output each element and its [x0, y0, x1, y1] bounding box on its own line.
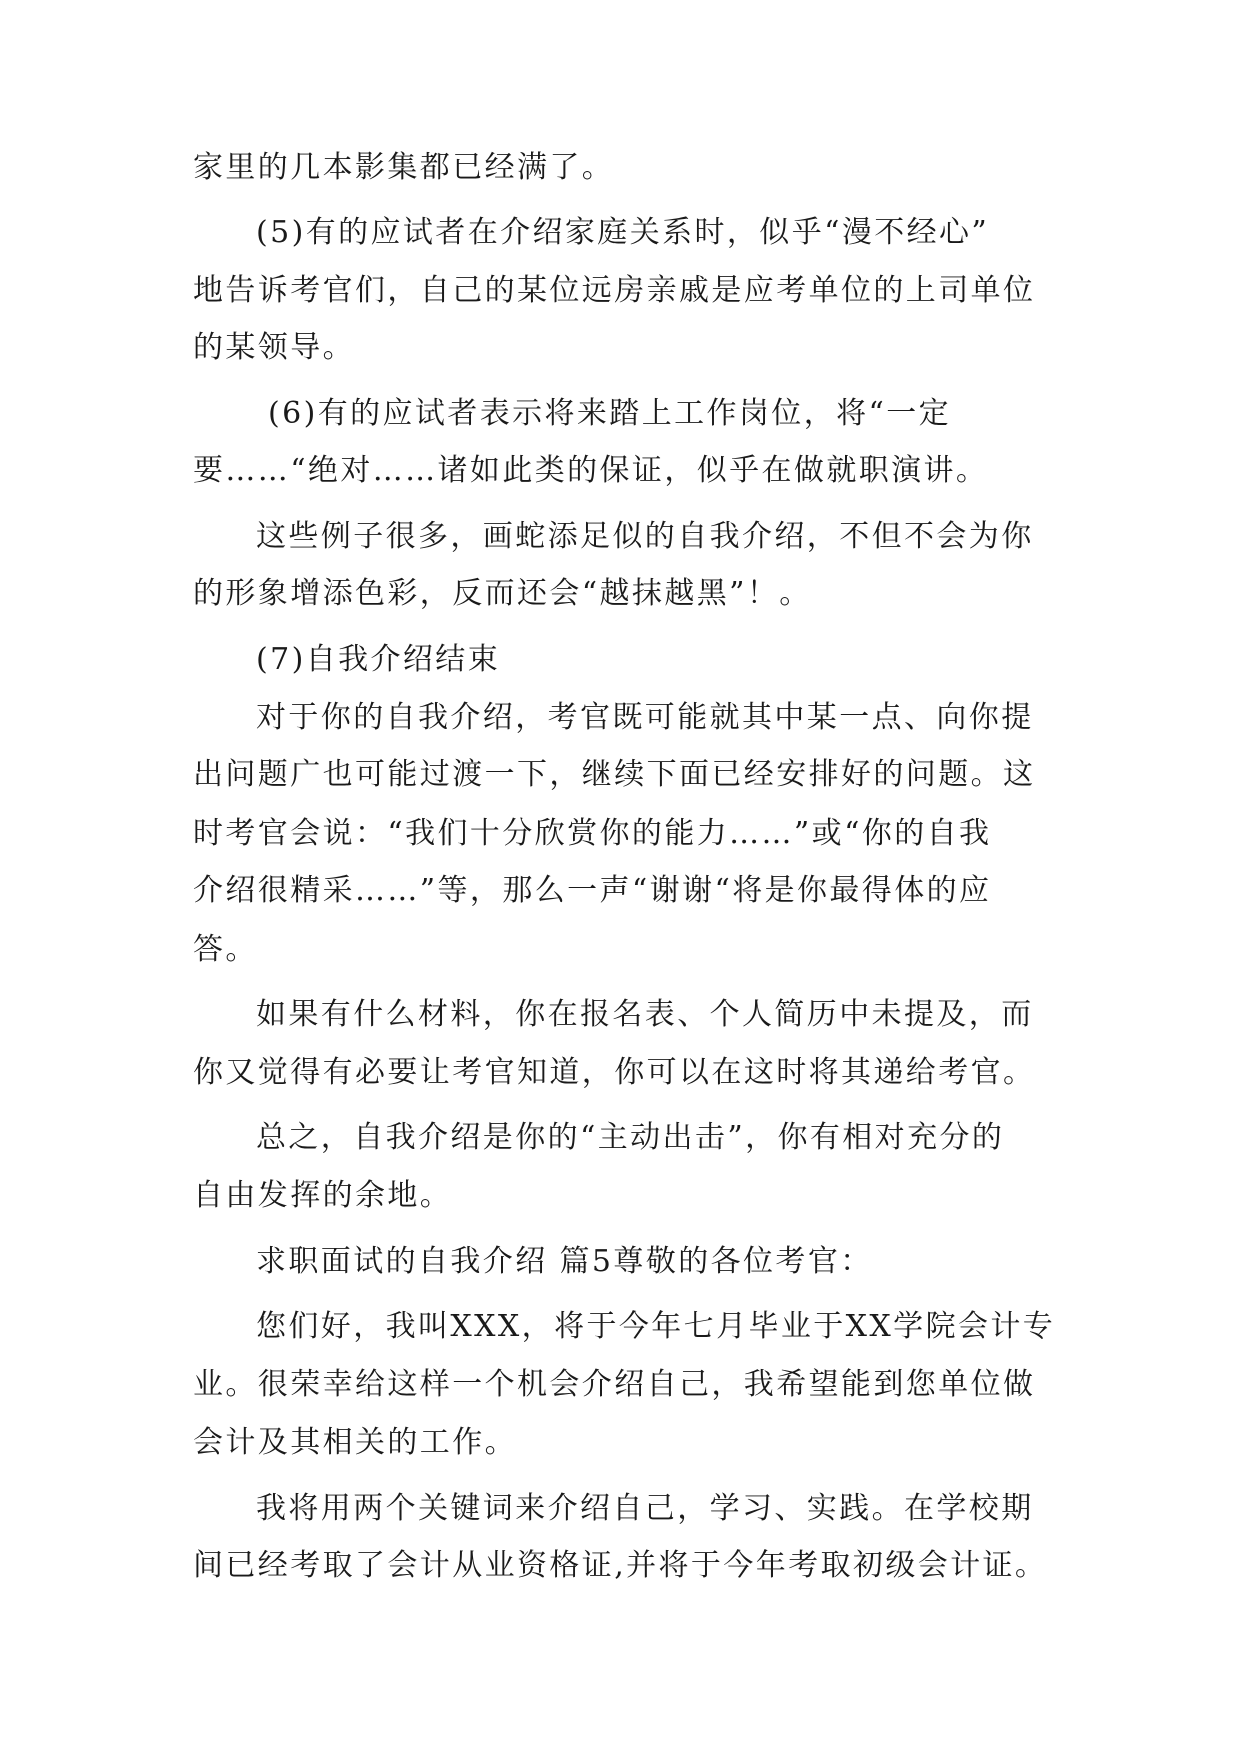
text-line-4: 的某领导。 [193, 330, 355, 365]
text-line-15: 如果有什么材料，你在报名表、个人简历中未提及，而 [256, 997, 1034, 1032]
text-line-11: 出问题广也可能过渡一下，继续下面已经安排好的问题。这 [193, 757, 1036, 792]
text-line-2: (5)有的应试者在介绍家庭关系时，似乎“漫不经心” [256, 215, 990, 250]
text-line-24: 间已经考取了会计从业资格证,并将于今年考取初级会计证。 [193, 1548, 1048, 1583]
text-line-10: 对于你的自我介绍，考官既可能就其中某一点、向你提 [256, 700, 1034, 735]
text-line-12: 时考官会说：“我们十分欣赏你的能力……”或“你的自我 [193, 816, 992, 851]
text-line-20: 您们好，我叫XXX，将于今年七月毕业于XX学院会计专 [256, 1309, 1056, 1344]
text-line-16: 你又觉得有必要让考官知道，你可以在这时将其递给考官。 [193, 1055, 1036, 1090]
text-line-6: 要……“绝对……诸如此类的保证，似乎在做就职演讲。 [193, 453, 989, 488]
text-line-14: 答。 [193, 932, 258, 967]
text-line-18: 自由发挥的余地。 [193, 1178, 453, 1213]
text-line-21: 业。很荣幸给这样一个机会介绍自己，我希望能到您单位做 [193, 1367, 1036, 1402]
text-line-19: 求职面试的自我介绍 篇5尊敬的各位考官： [256, 1244, 873, 1279]
text-line-3: 地告诉考官们，自己的某位远房亲戚是应考单位的上司单位 [193, 273, 1036, 308]
text-line-23: 我将用两个关键词来介绍自己，学习、实践。在学校期 [256, 1491, 1034, 1526]
text-line-7: 这些例子很多，画蛇添足似的自我介绍，不但不会为你 [256, 519, 1034, 554]
text-line-13: 介绍很精采……”等，那么一声“谢谢“将是你最得体的应 [193, 873, 992, 908]
text-line-22: 会计及其相关的工作。 [193, 1425, 517, 1460]
text-line-1: 家里的几本影集都已经满了。 [193, 150, 615, 185]
text-line-5: (6)有的应试者表示将来踏上工作岗位，将“一定 [268, 396, 952, 431]
text-line-8: 的形象增添色彩，反而还会“越抹越黑”！。 [193, 576, 812, 611]
text-line-9: (7)自我介绍结束 [256, 642, 501, 677]
text-line-17: 总之，自我介绍是你的“主动出击”，你有相对充分的 [256, 1120, 1005, 1155]
